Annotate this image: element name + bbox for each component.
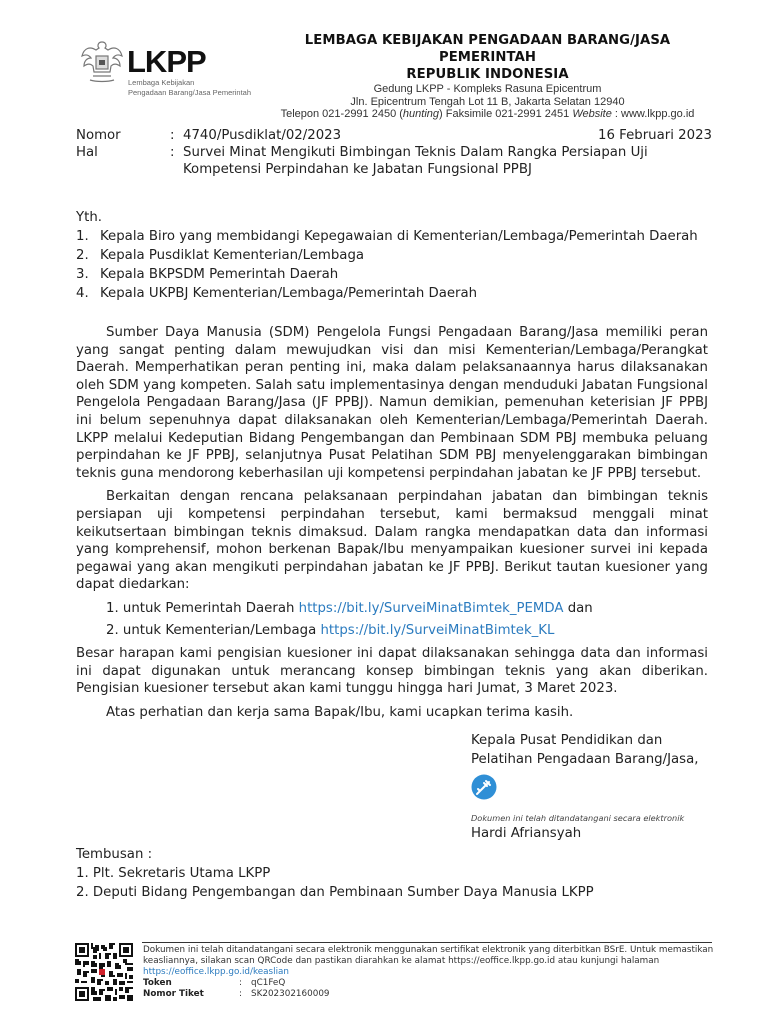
tembusan-item: 2. Deputi Bidang Pengembangan dan Pembinaan Sumber Daya Manusia LKPP xyxy=(76,885,594,900)
footer-divider xyxy=(142,942,712,943)
paragraph-3: Besar harapan kami pengisian kuesioner ini dapat dilaksanakan sehingga data dan informasi ini dapat digunakan untuk merancang konsep bimbingan teknis yang akan diberikan. Pengisian kuesioner tersebut akan kami tunggu hingga hari Jumat, 3 Maret 2023. xyxy=(76,646,708,697)
kl-survey-link[interactable]: https://bit.ly/SurveiMinatBimtek_KL xyxy=(320,622,555,638)
signer-name: Hardi Afriansyah xyxy=(471,826,582,841)
colon: : xyxy=(239,988,242,999)
e-signature-note: Dokumen ini telah ditandatangani secara elektronik xyxy=(471,813,685,823)
letterhead-text xyxy=(255,32,720,121)
survey-links xyxy=(76,600,708,639)
e-sign-footer xyxy=(143,945,715,1000)
survey-link-item xyxy=(106,622,708,640)
verification-link[interactable]: https://eoffice.lkpp.go.id/keaslian xyxy=(143,966,289,977)
letter-meta xyxy=(76,127,712,178)
contact-website-label: Website xyxy=(572,108,612,120)
paragraph-1: Sumber Daya Manusia (SDM) Pengelola Fungsi Pengadaan Barang/Jasa memiliki peran yang sangat penting dalam mewujudkan visi dan misi Kementerian/Lembaga/Perangkat Daerah. Memperhatikan peran penting ini, maka dalam pelaksanaannya harus dilaksanakan oleh SDM yang kompeten. Salah satu implementasinya dengan menduduki Jabatan Fungsional Pengelola Pengadaan Barang/Jasa (JF PPBJ). Namun demikian, pemenuhan keterisian JF PPBJ ini belum sepenuhnya dapat dilaksanakan oleh Kementerian/Lembaga/Pemerintah Daerah. LKPP melalui Kedeputian Bidang Pengembangan dan Pembinaan SDM PBJ membuka peluang perpindahan ke JF PPBJ, selanjutnya Pusat Pelatihan SDM PBJ menyelenggarakan bimbingan teknis guna mendorong keberhasilan uji kompetensi perpindahan jabatan ke JF PPBJ tersebut. xyxy=(76,325,708,481)
ticket-value: SK202302160009 xyxy=(251,988,330,999)
recipient-list xyxy=(76,227,716,303)
recipient-item xyxy=(76,265,716,284)
token-label: Token xyxy=(143,977,172,988)
ticket-row xyxy=(143,989,715,1000)
colon: : xyxy=(170,128,175,143)
contact-hunting: hunting xyxy=(402,108,440,120)
garuda-emblem-icon xyxy=(80,34,124,86)
link-suffix: dan xyxy=(563,600,593,616)
address-line1: Gedung LKPP - Kompleks Rasuna Epicentrum xyxy=(373,83,602,95)
tembusan-label: Tembusan : xyxy=(76,847,153,862)
recipient-text: Kepala Biro yang membidangi Kepegawaian di Kementerian/Lembaga/Pemerintah Daerah xyxy=(100,229,698,244)
recipient-text: Kepala Pusdiklat Kementerian/Lembaga xyxy=(100,248,365,263)
recipient-num: 1. xyxy=(76,229,89,244)
address-line2: Jln. Epicentrum Tengah Lot 11 B, Jakarta Selatan 12940 xyxy=(350,95,625,108)
closing-paragraph: Atas perhatian dan kerja sama Bapak/Ibu, kami ucapkan terima kasih. xyxy=(106,704,574,720)
survey-link-item xyxy=(106,600,708,618)
tembusan-item: 1. Plt. Sekretaris Utama LKPP xyxy=(76,866,271,881)
logo-sub-line2: Pengadaan Barang/Jasa Pemerintah xyxy=(128,88,252,97)
letter-body xyxy=(76,324,708,727)
qr-code-icon[interactable] xyxy=(75,943,133,1001)
link-prefix: 1. untuk Pemerintah Daerah xyxy=(106,600,299,616)
letter-date: 16 Februari 2023 xyxy=(598,128,712,143)
recipient-num: 2. xyxy=(76,248,89,263)
hal-row xyxy=(76,144,712,178)
hal-label: Hal xyxy=(76,145,98,160)
link-prefix: 2. untuk Kementerian/Lembaga xyxy=(106,622,321,638)
recipient-item xyxy=(76,246,716,265)
nomor-value: 4740/Pusdiklat/02/2023 xyxy=(183,128,342,143)
signer-title-line2: Pelatihan Pengadaan Barang/Jasa, xyxy=(471,752,699,767)
nomor-label: Nomor xyxy=(76,128,121,143)
hal-value xyxy=(183,144,712,178)
institution-name: LEMBAGA KEBIJAKAN PENGADAAN BARANG/JASA PEMERINTAH xyxy=(304,33,671,65)
pemda-survey-link[interactable]: https://bit.ly/SurveiMinatBimtek_PEMDA xyxy=(298,600,564,616)
contact-line xyxy=(255,108,720,121)
recipient-text: Kepala UKPBJ Kementerian/Lembaga/Pemerintah Daerah xyxy=(100,286,478,301)
footer-line1: Dokumen ini telah ditandatangani secara elektronik menggunakan sertifikat elektronik yang diterbitkan BSrE. Untuk memastikan xyxy=(143,945,714,955)
contact-phone: Telepon 021-2991 2450 ( xyxy=(280,108,403,120)
paragraph-2: Berkaitan dengan rencana pelaksanaan perpindahan jabatan dan bimbingan teknis persiapan uji kompetensi perpindahan tersebut, kami bermaksud menggali minat keikutsertaan bimbingan teknis dimaksud. Dalam rangka mendapatkan data dan informasi yang komprehensif, mohon berkenan Bapak/Ibu menyampaikan kuesioner survei ini kepada pegawai yang akan mengikuti perpindahan jabatan ke JF PPBJ. Berikut tautan kuesioner yang dapat diedarkan: xyxy=(76,489,708,593)
contact-fax: ) Faksimile 021-2991 2451 xyxy=(439,108,573,120)
lkpp-logo: LKPP xyxy=(127,44,206,79)
signer-title-line1: Kepala Pusat Pendidikan dan xyxy=(471,733,663,748)
logo-sub-line1: Lembaga Kebijakan xyxy=(128,78,195,87)
recipient-num: 3. xyxy=(76,267,89,282)
recipients xyxy=(76,208,716,303)
digital-signature-pen-icon xyxy=(471,774,497,800)
recipient-item xyxy=(76,284,716,303)
contact-website: : www.lkpp.go.id xyxy=(611,108,695,120)
signature-block xyxy=(471,731,721,843)
token-value: qC1FeQ xyxy=(251,977,286,988)
colon: : xyxy=(170,145,175,160)
token-row xyxy=(143,978,715,989)
footer-line2: keasliannya, silakan scan QRCode dan pastikan diarahkan ke alamat https://eoffice.lkpp.go.id atau kunjungi halaman xyxy=(143,955,660,966)
colon: : xyxy=(239,977,242,988)
salutation: Yth. xyxy=(76,210,102,225)
recipient-item xyxy=(76,227,716,246)
recipient-num: 4. xyxy=(76,286,89,301)
letterhead xyxy=(0,0,768,120)
recipient-text: Kepala BKPSDM Pemerintah Daerah xyxy=(100,267,339,282)
institution-country: REPUBLIK INDONESIA xyxy=(406,67,569,82)
hal-line2: Kompetensi Perpindahan ke Jabatan Fungsional PPBJ xyxy=(183,162,532,177)
ticket-label: Nomor Tiket xyxy=(143,988,204,999)
hal-line1: Survei Minat Mengikuti Bimbingan Teknis Dalam Rangka Persiapan Uji xyxy=(183,145,648,160)
lkpp-logo-subtitle xyxy=(128,78,251,98)
tembusan xyxy=(76,845,676,902)
